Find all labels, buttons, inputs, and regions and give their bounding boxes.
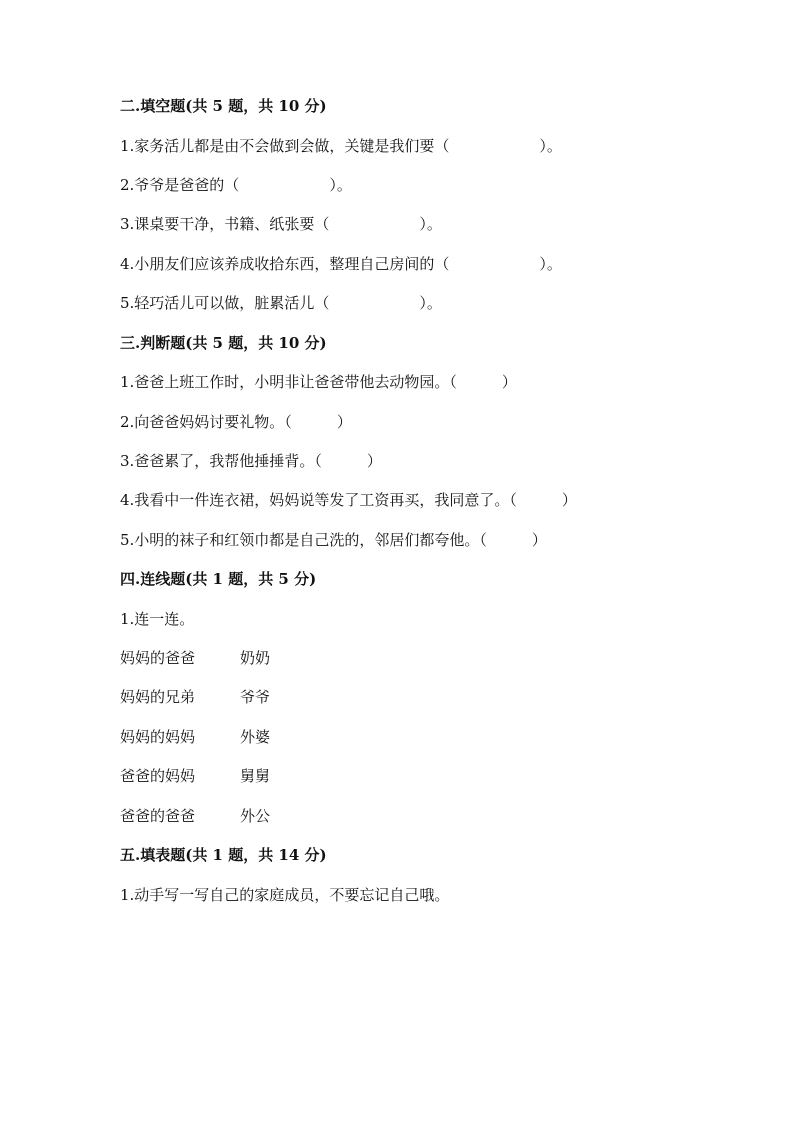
- section-title-matching: 四.连线题(共 1 题，共 5 分): [120, 570, 317, 588]
- matching-right-item: 舅舅: [240, 767, 271, 785]
- matching-left-item: 妈妈的妈妈: [120, 728, 196, 746]
- fill-blank-question-3: 3.课桌要干净，书籍、纸张要（ ）。: [120, 215, 442, 233]
- section-title-table-fill: 五.填表题(共 1 题，共 14 分): [120, 846, 327, 864]
- true-false-question-1: 1.爸爸上班工作时，小明非让爸爸带他去动物园。（ ）: [120, 373, 517, 391]
- fill-blank-question-5: 5.轻巧活儿可以做，脏累活儿（ ）。: [120, 294, 442, 312]
- fill-blank-question-2: 2.爷爷是爸爸的（ ）。: [120, 176, 352, 194]
- matching-prompt: 1.连一连。: [120, 610, 195, 628]
- true-false-question-3: 3.爸爸累了，我帮他捶捶背。（ ）: [120, 452, 382, 470]
- matching-right-item: 外婆: [240, 728, 271, 746]
- fill-blank-question-4: 4.小朋友们应该养成收拾东西，整理自己房间的（ ）。: [120, 255, 562, 273]
- true-false-question-4: 4.我看中一件连衣裙，妈妈说等发了工资再买，我同意了。（ ）: [120, 491, 577, 509]
- matching-right-item: 爷爷: [240, 688, 271, 706]
- matching-right-item: 外公: [240, 807, 271, 825]
- matching-left-item: 爸爸的妈妈: [120, 767, 196, 785]
- table-fill-prompt: 1.动手写一写自己的家庭成员，不要忘记自己哦。: [120, 886, 450, 904]
- section-title-fill-blank: 二.填空题(共 5 题，共 10 分): [120, 97, 327, 115]
- matching-left-item: 爸爸的爸爸: [120, 807, 196, 825]
- matching-right-item: 奶奶: [240, 649, 271, 667]
- section-title-true-false: 三.判断题(共 5 题，共 10 分): [120, 334, 327, 352]
- matching-left-item: 妈妈的兄弟: [120, 688, 196, 706]
- matching-left-item: 妈妈的爸爸: [120, 649, 196, 667]
- true-false-question-2: 2.向爸爸妈妈讨要礼物。（ ）: [120, 413, 352, 431]
- true-false-question-5: 5.小明的袜子和红领巾都是自己洗的，邻居们都夸他。（ ）: [120, 531, 547, 549]
- fill-blank-question-1: 1.家务活儿都是由不会做到会做，关键是我们要（ ）。: [120, 137, 562, 155]
